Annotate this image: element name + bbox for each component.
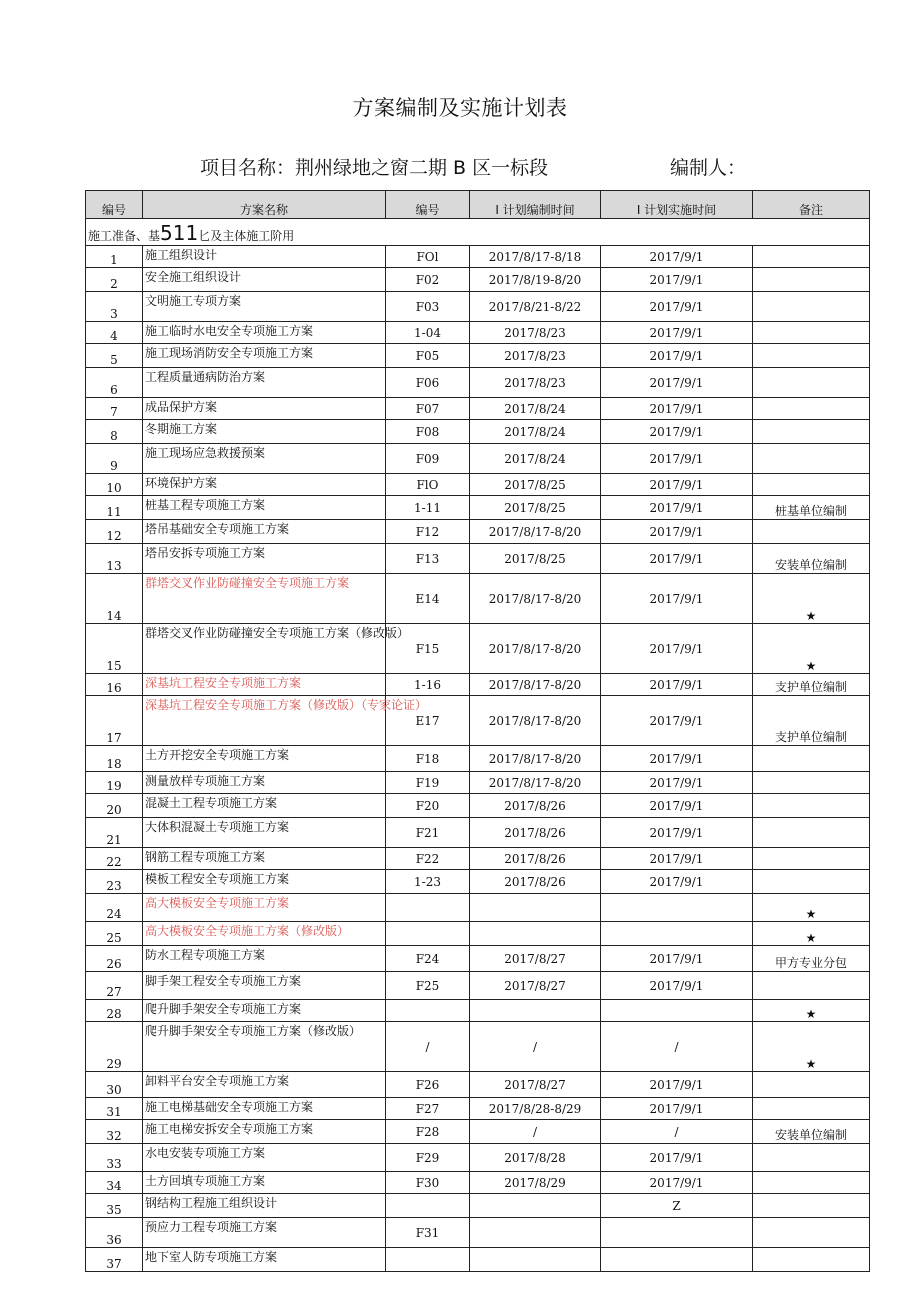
- table-row: [86, 818, 870, 848]
- row-number: 29: [86, 1022, 143, 1072]
- remark: 安装单位编制: [753, 544, 870, 574]
- plan-time: 2017/8/26: [470, 848, 601, 870]
- plan-name: 测量放样专项施工方案: [143, 772, 386, 794]
- plan-name: 深基坑工程安全专项施工方案: [143, 674, 386, 696]
- plan-name: 冬期施工方案: [143, 420, 386, 444]
- plan-time: 2017/8/27: [470, 946, 601, 972]
- header-code: 编号: [386, 191, 470, 219]
- plan-time: 2017/8/23: [470, 344, 601, 368]
- plan-code: [386, 922, 470, 946]
- plan-code: F09: [386, 444, 470, 474]
- plan-code: F31: [386, 1218, 470, 1248]
- plan-code: F12: [386, 520, 470, 544]
- table-row: [86, 344, 870, 368]
- table-row: [86, 1172, 870, 1194]
- plan-time: 2017/8/23: [470, 368, 601, 398]
- remark: ★: [753, 1000, 870, 1022]
- section-row: [86, 219, 870, 246]
- table-header-row: [86, 191, 870, 219]
- header-plan-time: I 计划编制时间: [470, 191, 601, 219]
- plan-name: 高大模板安全专项施工方案（修改版）: [143, 922, 386, 946]
- plan-time: 2017/8/24: [470, 398, 601, 420]
- table-row: [86, 946, 870, 972]
- table-row: [86, 972, 870, 1000]
- row-number: 2: [86, 268, 143, 292]
- plan-name: 爬升脚手架安全专项施工方案: [143, 1000, 386, 1022]
- row-number: 16: [86, 674, 143, 696]
- remark: [753, 772, 870, 794]
- plan-code: F06: [386, 368, 470, 398]
- plan-time: 2017/8/17-8/20: [470, 674, 601, 696]
- plan-time: [470, 1000, 601, 1022]
- table-row: [86, 420, 870, 444]
- remark: [753, 292, 870, 322]
- plan-time: 2017/8/24: [470, 420, 601, 444]
- remark: 甲方专业分包: [753, 946, 870, 972]
- plan-code: [386, 894, 470, 922]
- plan-code: F08: [386, 420, 470, 444]
- plan-name: 成品保护方案: [143, 398, 386, 420]
- plan-time: 2017/8/26: [470, 818, 601, 848]
- row-number: 4: [86, 322, 143, 344]
- table-row: [86, 922, 870, 946]
- plan-code: [386, 1194, 470, 1218]
- implement-time: 2017/9/1: [601, 574, 753, 624]
- table-row: [86, 794, 870, 818]
- plan-name: 混凝土工程专项施工方案: [143, 794, 386, 818]
- plan-time: [470, 922, 601, 946]
- implement-time: /: [601, 1022, 753, 1072]
- plan-time: 2017/8/17-8/20: [470, 574, 601, 624]
- table-row: [86, 1194, 870, 1218]
- implement-time: 2017/9/1: [601, 870, 753, 894]
- plan-code: F28: [386, 1120, 470, 1144]
- table-row: [86, 292, 870, 322]
- plan-time: 2017/8/17-8/18: [470, 246, 601, 268]
- plan-time: 2017/8/17-8/20: [470, 624, 601, 674]
- page-title: 方案编制及实施计划表: [352, 96, 568, 120]
- implement-time: 2017/9/1: [601, 420, 753, 444]
- plan-name: 高大模板安全专项施工方案: [143, 894, 386, 922]
- plan-code: 1-23: [386, 870, 470, 894]
- plan-time: 2017/8/17-8/20: [470, 696, 601, 746]
- table-row: [86, 496, 870, 520]
- plan-time: 2017/8/26: [470, 870, 601, 894]
- row-number: 33: [86, 1144, 143, 1172]
- plan-code: F15: [386, 624, 470, 674]
- remark: ★: [753, 1022, 870, 1072]
- plan-code: F29: [386, 1144, 470, 1172]
- row-number: 15: [86, 624, 143, 674]
- row-number: 21: [86, 818, 143, 848]
- plan-time: 2017/8/17-8/20: [470, 746, 601, 772]
- implement-time: 2017/9/1: [601, 444, 753, 474]
- plan-time: 2017/8/26: [470, 794, 601, 818]
- remark: ★: [753, 624, 870, 674]
- plan-time: 2017/8/24: [470, 444, 601, 474]
- plan-time: 2017/8/25: [470, 474, 601, 496]
- project-name-label: 项目名称：荆州绿地之窗二期 B 区一标段: [200, 157, 549, 179]
- implement-time: 2017/9/1: [601, 746, 753, 772]
- plan-time: 2017/8/19-8/20: [470, 268, 601, 292]
- remark: [753, 398, 870, 420]
- plan-code: F26: [386, 1072, 470, 1098]
- remark: [753, 1144, 870, 1172]
- plan-time: /: [470, 1022, 601, 1072]
- table-row: [86, 696, 870, 746]
- row-number: 10: [86, 474, 143, 496]
- table-row: [86, 474, 870, 496]
- implement-time: 2017/9/1: [601, 474, 753, 496]
- table-row: [86, 246, 870, 268]
- row-number: 23: [86, 870, 143, 894]
- plan-code: FOl: [386, 246, 470, 268]
- row-number: 25: [86, 922, 143, 946]
- plan-name: 施工组织设计: [143, 246, 386, 268]
- table-row: [86, 674, 870, 696]
- table-row: [86, 1000, 870, 1022]
- implement-time: 2017/9/1: [601, 544, 753, 574]
- implement-time: [601, 922, 753, 946]
- plan-code: F13: [386, 544, 470, 574]
- implement-time: [601, 894, 753, 922]
- table-row: [86, 1218, 870, 1248]
- table-row: [86, 398, 870, 420]
- remark: [753, 246, 870, 268]
- row-number: 9: [86, 444, 143, 474]
- plan-time: [470, 1218, 601, 1248]
- remark: ★: [753, 922, 870, 946]
- table-row: [86, 870, 870, 894]
- row-number: 11: [86, 496, 143, 520]
- table-row: [86, 574, 870, 624]
- row-number: 22: [86, 848, 143, 870]
- remark: ★: [753, 574, 870, 624]
- plan-code: F30: [386, 1172, 470, 1194]
- plan-name: 施工现场消防安全专项施工方案: [143, 344, 386, 368]
- implement-time: 2017/9/1: [601, 772, 753, 794]
- implement-time: 2017/9/1: [601, 1172, 753, 1194]
- table-row: [86, 368, 870, 398]
- implement-time: Z: [601, 1194, 753, 1218]
- plan-time: [470, 1248, 601, 1272]
- implement-time: 2017/9/1: [601, 674, 753, 696]
- plan-name: 群塔交叉作业防碰撞安全专项施工方案（修改版）: [143, 624, 386, 674]
- plan-time: 2017/8/28: [470, 1144, 601, 1172]
- row-number: 17: [86, 696, 143, 746]
- remark: [753, 444, 870, 474]
- remark: 桩基单位编制: [753, 496, 870, 520]
- plan-name: 塔吊安拆专项施工方案: [143, 544, 386, 574]
- plan-table: [85, 190, 870, 1272]
- plan-code: E17: [386, 696, 470, 746]
- table-row: [86, 322, 870, 344]
- row-number: 1: [86, 246, 143, 268]
- plan-name: 安全施工组织设计: [143, 268, 386, 292]
- row-number: 14: [86, 574, 143, 624]
- row-number: 26: [86, 946, 143, 972]
- plan-name: 预应力工程专项施工方案: [143, 1218, 386, 1248]
- implement-time: 2017/9/1: [601, 848, 753, 870]
- plan-code: F03: [386, 292, 470, 322]
- remark: ★: [753, 894, 870, 922]
- plan-name: 模板工程安全专项施工方案: [143, 870, 386, 894]
- plan-code: FlO: [386, 474, 470, 496]
- row-number: 30: [86, 1072, 143, 1098]
- plan-name: 施工现场应急救援预案: [143, 444, 386, 474]
- row-number: 20: [86, 794, 143, 818]
- plan-name: 施工临时水电安全专项施工方案: [143, 322, 386, 344]
- plan-code: F05: [386, 344, 470, 368]
- plan-time: 2017/8/23: [470, 322, 601, 344]
- plan-code: F19: [386, 772, 470, 794]
- plan-code: 1-11: [386, 496, 470, 520]
- implement-time: 2017/9/1: [601, 292, 753, 322]
- row-number: 7: [86, 398, 143, 420]
- table-row: [86, 1144, 870, 1172]
- plan-time: [470, 1194, 601, 1218]
- plan-time: 2017/8/25: [470, 544, 601, 574]
- table-row: [86, 1022, 870, 1072]
- plan-code: E14: [386, 574, 470, 624]
- row-number: 32: [86, 1120, 143, 1144]
- row-number: 35: [86, 1194, 143, 1218]
- plan-name: 文明施工专项方案: [143, 292, 386, 322]
- remark: [753, 322, 870, 344]
- remark: [753, 344, 870, 368]
- implement-time: /: [601, 1120, 753, 1144]
- plan-code: F18: [386, 746, 470, 772]
- table-row: [86, 624, 870, 674]
- plan-code: F07: [386, 398, 470, 420]
- plan-code: /: [386, 1022, 470, 1072]
- section-title: [86, 219, 870, 246]
- plan-name: 深基坑工程安全专项施工方案（修改版）（专家论证）: [143, 696, 386, 746]
- remark: [753, 1098, 870, 1120]
- implement-time: 2017/9/1: [601, 1144, 753, 1172]
- plan-time: [470, 894, 601, 922]
- implement-time: 2017/9/1: [601, 398, 753, 420]
- header-no: 编号: [86, 191, 143, 219]
- plan-code: 1-04: [386, 322, 470, 344]
- plan-time: 2017/8/25: [470, 496, 601, 520]
- remark: [753, 420, 870, 444]
- plan-name: 卸料平台安全专项施工方案: [143, 1072, 386, 1098]
- table-row: [86, 444, 870, 474]
- remark: [753, 1218, 870, 1248]
- plan-code: F24: [386, 946, 470, 972]
- implement-time: [601, 1000, 753, 1022]
- row-number: 8: [86, 420, 143, 444]
- plan-code: 1-16: [386, 674, 470, 696]
- plan-name: 爬升脚手架安全专项施工方案（修改版）: [143, 1022, 386, 1072]
- table-row: [86, 772, 870, 794]
- implement-time: [601, 1218, 753, 1248]
- plan-time: 2017/8/27: [470, 972, 601, 1000]
- row-number: 19: [86, 772, 143, 794]
- remark: 支护单位编制: [753, 696, 870, 746]
- row-number: 5: [86, 344, 143, 368]
- implement-time: 2017/9/1: [601, 1098, 753, 1120]
- plan-name: 环境保护方案: [143, 474, 386, 496]
- plan-code: F25: [386, 972, 470, 1000]
- remark: [753, 1194, 870, 1218]
- plan-name: 钢结构工程施工组织设计: [143, 1194, 386, 1218]
- row-number: 37: [86, 1248, 143, 1272]
- table-row: [86, 1248, 870, 1272]
- plan-time: /: [470, 1120, 601, 1144]
- implement-time: 2017/9/1: [601, 624, 753, 674]
- plan-time: 2017/8/17-8/20: [470, 772, 601, 794]
- remark: [753, 520, 870, 544]
- plan-name: 地下室人防专项施工方案: [143, 1248, 386, 1272]
- plan-name: 施工电梯基础安全专项施工方案: [143, 1098, 386, 1120]
- plan-time: 2017/8/17-8/20: [470, 520, 601, 544]
- implement-time: 2017/9/1: [601, 972, 753, 1000]
- row-number: 31: [86, 1098, 143, 1120]
- plan-code: F22: [386, 848, 470, 870]
- remark: [753, 848, 870, 870]
- plan-time: 2017/8/28-8/29: [470, 1098, 601, 1120]
- implement-time: 2017/9/1: [601, 946, 753, 972]
- implement-time: 2017/9/1: [601, 794, 753, 818]
- table-row: [86, 268, 870, 292]
- row-number: 3: [86, 292, 143, 322]
- plan-name: 土方开挖安全专项施工方案: [143, 746, 386, 772]
- plan-name: 群塔交叉作业防碰撞安全专项施工方案: [143, 574, 386, 624]
- row-number: 24: [86, 894, 143, 922]
- plan-name: 脚手架工程安全专项施工方案: [143, 972, 386, 1000]
- remark: 支护单位编制: [753, 674, 870, 696]
- remark: [753, 268, 870, 292]
- table-row: [86, 520, 870, 544]
- section-number: 511: [160, 221, 199, 245]
- plan-code: [386, 1000, 470, 1022]
- row-number: 6: [86, 368, 143, 398]
- row-number: 28: [86, 1000, 143, 1022]
- implement-time: 2017/9/1: [601, 1072, 753, 1098]
- table-row: [86, 848, 870, 870]
- plan-time: 2017/8/27: [470, 1072, 601, 1098]
- plan-name: 塔吊基础安全专项施工方案: [143, 520, 386, 544]
- implement-time: 2017/9/1: [601, 344, 753, 368]
- header-impl-time: I 计划实施时间: [601, 191, 753, 219]
- plan-code: F02: [386, 268, 470, 292]
- remark: [753, 972, 870, 1000]
- implement-time: [601, 1248, 753, 1272]
- table-row: [86, 1072, 870, 1098]
- remark: [753, 794, 870, 818]
- implement-time: 2017/9/1: [601, 818, 753, 848]
- implement-time: 2017/9/1: [601, 268, 753, 292]
- plan-name: 工程质量通病防治方案: [143, 368, 386, 398]
- plan-name: 水电安装专项施工方案: [143, 1144, 386, 1172]
- table-row: [86, 746, 870, 772]
- remark: [753, 746, 870, 772]
- implement-time: 2017/9/1: [601, 696, 753, 746]
- plan-code: F27: [386, 1098, 470, 1120]
- plan-name: 防水工程专项施工方案: [143, 946, 386, 972]
- remark: [753, 1072, 870, 1098]
- implement-time: 2017/9/1: [601, 246, 753, 268]
- table-row: [86, 1120, 870, 1144]
- implement-time: 2017/9/1: [601, 322, 753, 344]
- plan-name: 施工电梯安拆安全专项施工方案: [143, 1120, 386, 1144]
- row-number: 27: [86, 972, 143, 1000]
- remark: [753, 1172, 870, 1194]
- plan-code: F20: [386, 794, 470, 818]
- header-plan-name: 方案名称: [143, 191, 386, 219]
- section-suffix: 匕及主体施工阶用: [198, 229, 295, 243]
- row-number: 36: [86, 1218, 143, 1248]
- row-number: 18: [86, 746, 143, 772]
- plan-name: 大体积混凝土专项施工方案: [143, 818, 386, 848]
- table-row: [86, 1098, 870, 1120]
- table-row: [86, 894, 870, 922]
- remark: [753, 368, 870, 398]
- plan-code: F21: [386, 818, 470, 848]
- remark: [753, 1248, 870, 1272]
- plan-time: 2017/8/21-8/22: [470, 292, 601, 322]
- row-number: 34: [86, 1172, 143, 1194]
- row-number: 12: [86, 520, 143, 544]
- implement-time: 2017/9/1: [601, 520, 753, 544]
- plan-code: [386, 1248, 470, 1272]
- remark: [753, 818, 870, 848]
- editor-label: 编制人：: [670, 157, 747, 179]
- row-number: 13: [86, 544, 143, 574]
- plan-name: 桩基工程专项施工方案: [143, 496, 386, 520]
- remark: [753, 474, 870, 496]
- remark: [753, 870, 870, 894]
- plan-name: 土方回填专项施工方案: [143, 1172, 386, 1194]
- plan-time: 2017/8/29: [470, 1172, 601, 1194]
- implement-time: 2017/9/1: [601, 368, 753, 398]
- implement-time: 2017/9/1: [601, 496, 753, 520]
- plan-name: 钢筋工程专项施工方案: [143, 848, 386, 870]
- table-row: [86, 544, 870, 574]
- header-remark: 备注: [753, 191, 870, 219]
- section-text: 施工准备、基: [88, 229, 161, 243]
- remark: 安装单位编制: [753, 1120, 870, 1144]
